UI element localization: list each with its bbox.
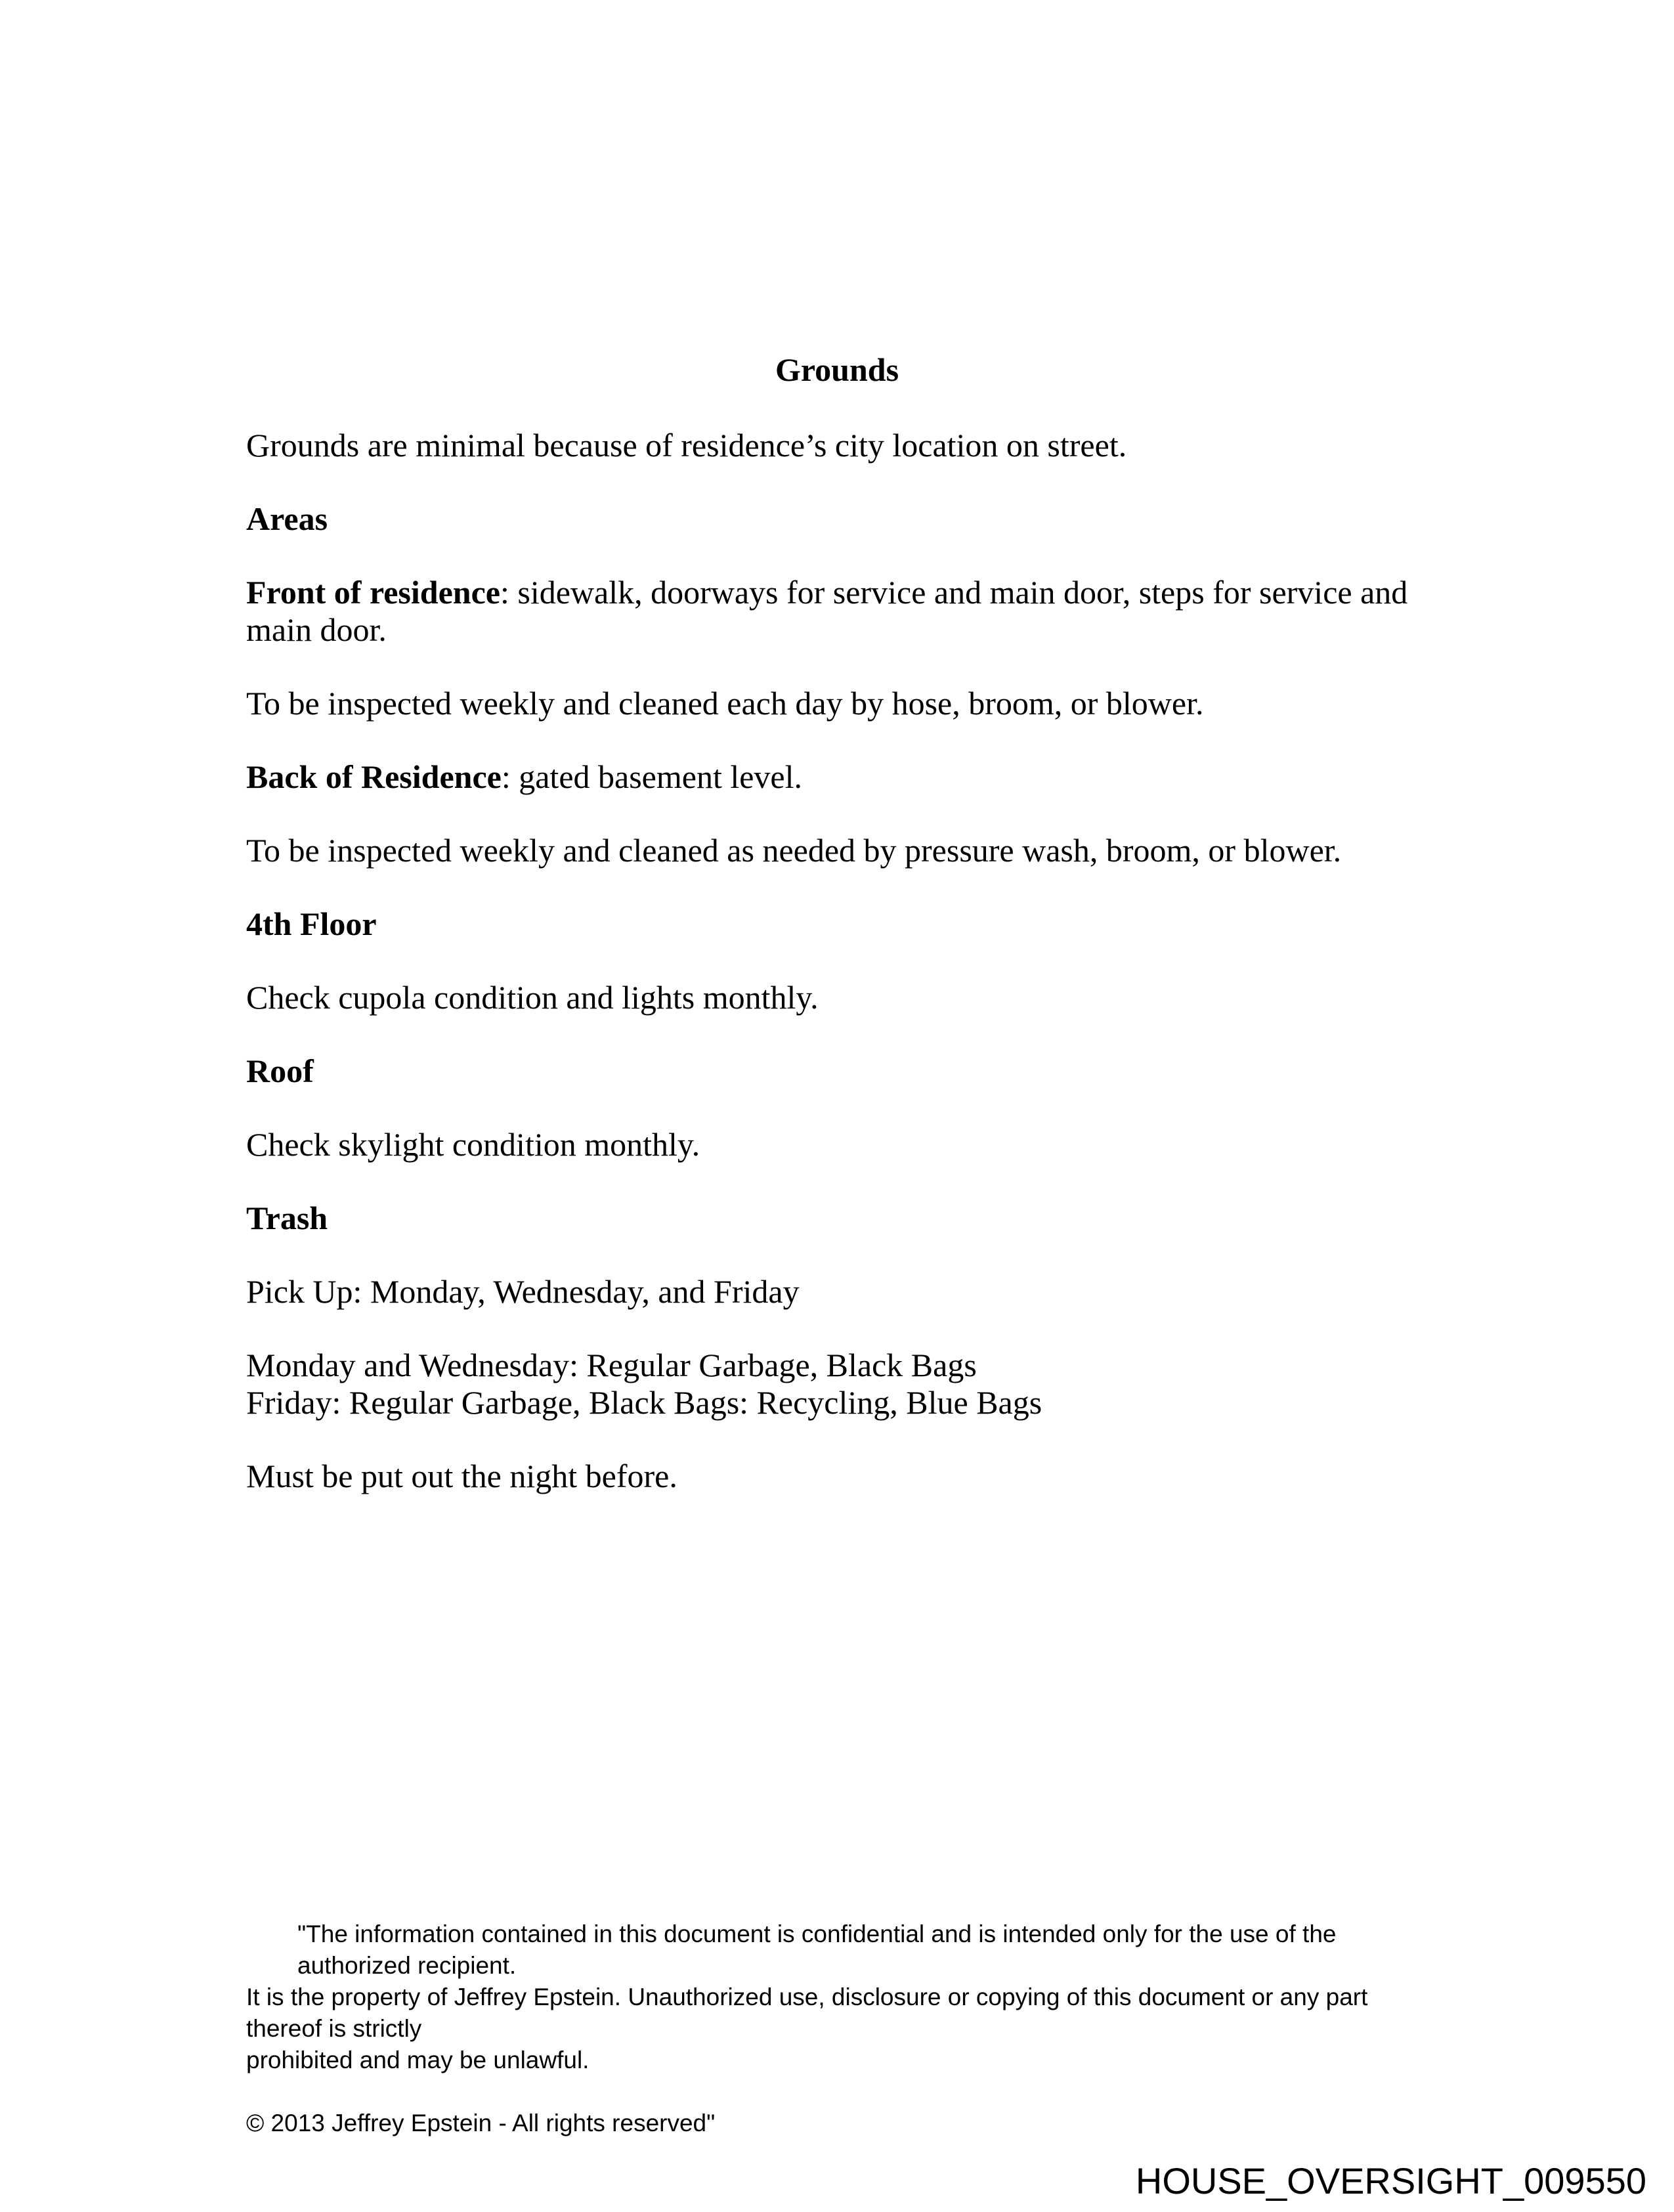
- paragraph: Pick Up: Monday, Wednesday, and Friday: [246, 1273, 800, 1310]
- paragraph-bold-lead: Back of Residence: [246, 758, 502, 795]
- paragraph: Monday and Wednesday: Regular Garbage, Black Bags Friday: Regular Garbage, Black Bags: Recycling, Blue Bags: [246, 1347, 1042, 1421]
- paragraph: Must be put out the night before.: [246, 1458, 677, 1494]
- paragraph: Grounds are minimal because of residence’s city location on street.: [246, 427, 1127, 464]
- section-heading: Roof: [246, 1052, 314, 1089]
- paragraph: Front of residence: sidewalk, doorways for service and main door, steps for service and main door.: [246, 574, 1408, 648]
- paragraph: To be inspected weekly and cleaned each day by hose, broom, or blower.: [246, 685, 1204, 722]
- paragraph: Check skylight condition monthly.: [246, 1126, 700, 1163]
- document-title: Grounds: [775, 351, 899, 388]
- section-heading: Areas: [246, 500, 328, 537]
- bates-number: HOUSE_OVERSIGHT_009550: [1135, 2160, 1646, 2201]
- paragraph: Back of Residence: gated basement level.: [246, 758, 802, 795]
- notice-line: It is the property of Jeffrey Epstein. Unauthorized use, disclosure or copying of this document or any part thereof is strictly: [246, 1984, 1368, 2042]
- notice-line: prohibited and may be unlawful.: [246, 2047, 590, 2073]
- document-body: [246, 427, 1428, 1495]
- paragraph: To be inspected weekly and cleaned as needed by pressure wash, broom, or blower.: [246, 832, 1342, 869]
- paragraph: Check cupola condition and lights monthly.: [246, 979, 819, 1016]
- copyright-line: © 2013 Jeffrey Epstein - All rights reserved": [246, 2110, 716, 2136]
- notice-line: "The information contained in this document is confidential and is intended only for the use of the authorized recipient.: [297, 1920, 1337, 1979]
- paragraph-bold-lead: Front of residence: [246, 574, 500, 611]
- document-content: [246, 351, 1428, 1531]
- page-footer: [246, 1919, 1415, 2139]
- section-heading: Trash: [246, 1200, 328, 1236]
- section-heading: 4th Floor: [246, 905, 377, 942]
- confidentiality-notice: [246, 1919, 1415, 2076]
